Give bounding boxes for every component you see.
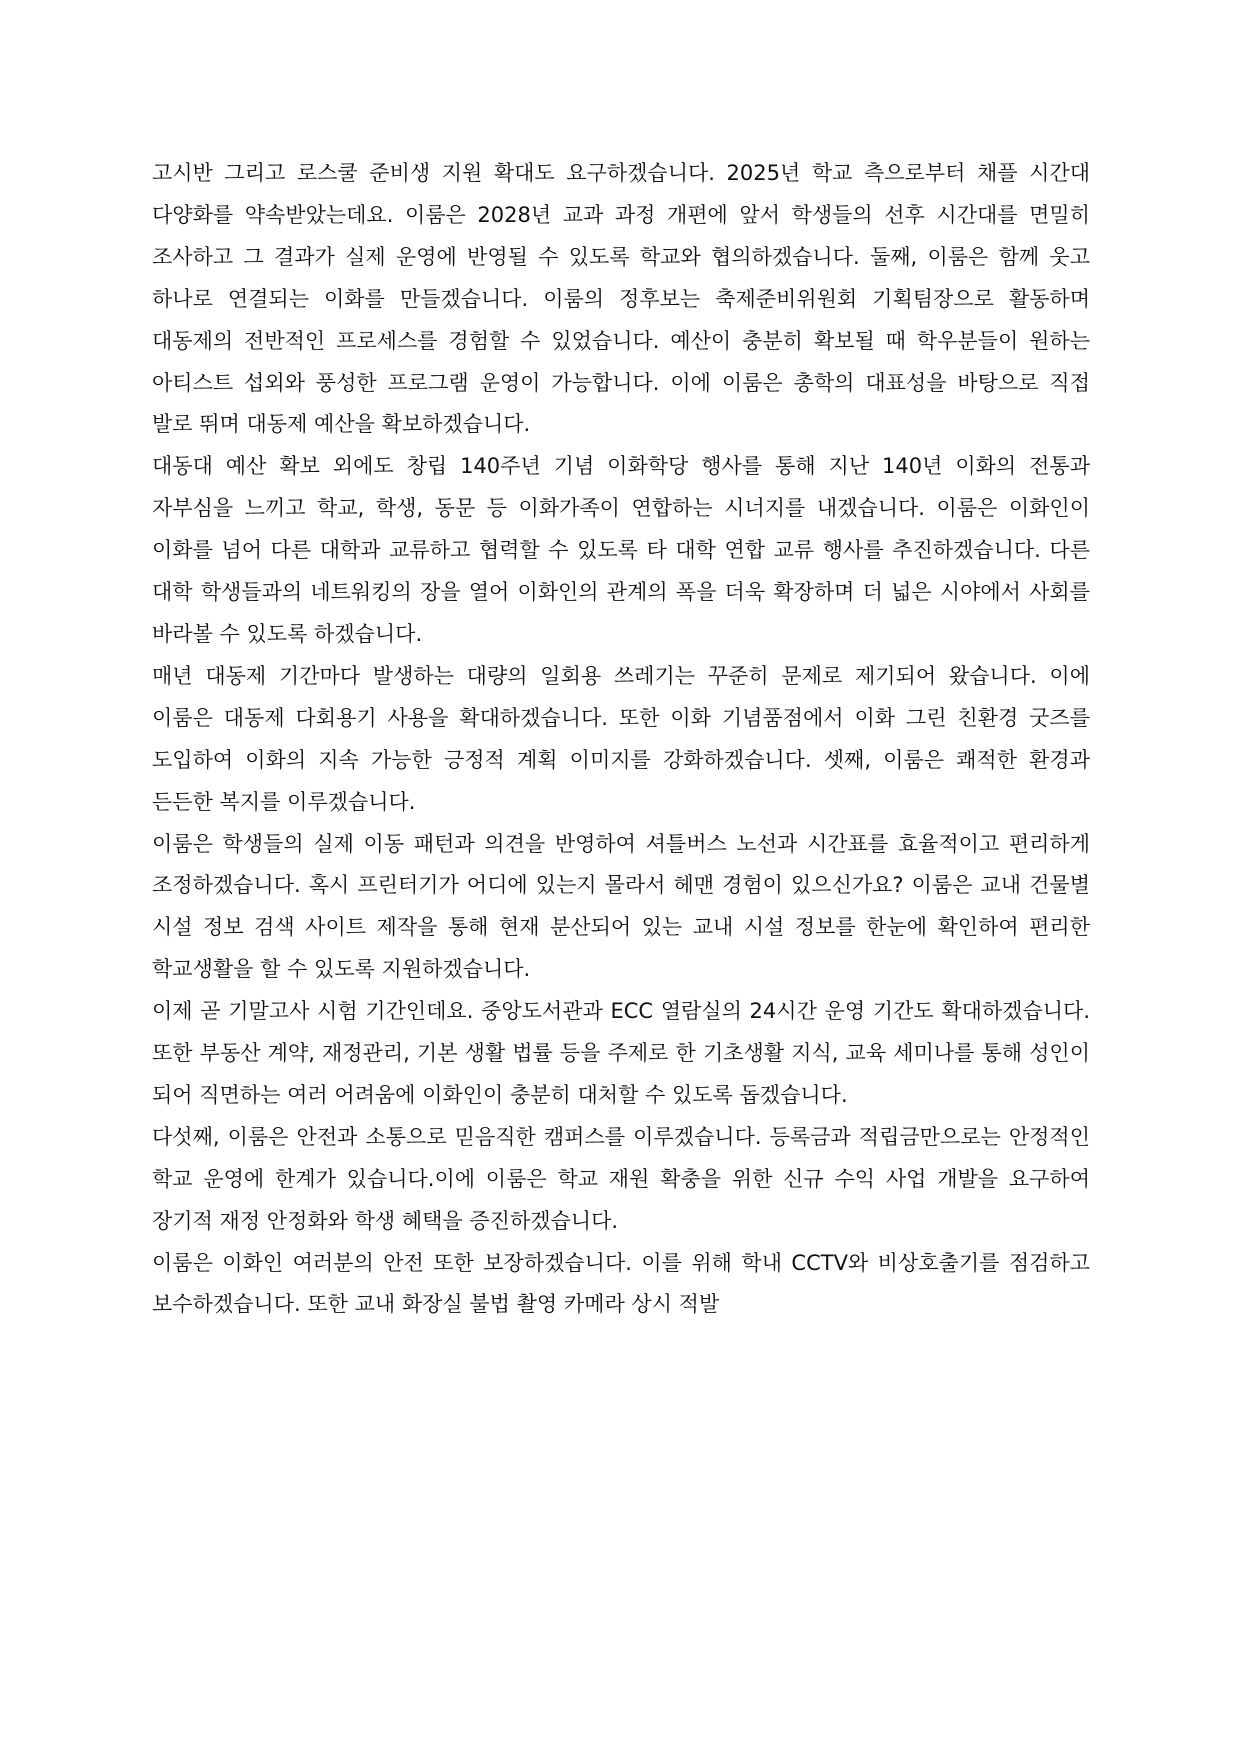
paragraph-2: 대동대 예산 확보 외에도 창립 140주년 기념 이화학당 행사를 통해 지난 140년 이화의 전통과 자부심을 느끼고 학교, 학생, 동문 등 이화가족이 연합하는 시너지를 내겠습니다. 이룸은 이화인이 이화를 넘어 다른 대학과 교류하고 협력할 수 있도록 타 대학 연합 교류 행사를 추진하겠습니다. 다른 대학 학생들과의 네트워킹의 장을 열어 이화인의 관계의 폭을 더욱 확장하며 더 넓은 시야에서 사회를 바라볼 수 있도록 하겠습니다. xyxy=(152,454,1090,646)
body-text xyxy=(152,153,1090,1326)
paragraph-4: 이룸은 학생들의 실제 이동 패턴과 의견을 반영하여 셔틀버스 노선과 시간표를 효율적이고 편리하게 조정하겠습니다. 혹시 프린터기가 어디에 있는지 몰라서 헤맨 경험이 있으신가요? 이룸은 교내 건물별 시설 정보 검색 사이트 제작을 통해 현재 분산되어 있는 교내 시설 정보를 한눈에 확인하여 편리한 학교생활을 할 수 있도록 지원하겠습니다. xyxy=(152,831,1090,982)
paragraph-6: 다섯째, 이룸은 안전과 소통으로 믿음직한 캠퍼스를 이루겠습니다. 등록금과 적립금만으로는 안정적인 학교 운영에 한계가 있습니다.이에 이룸은 학교 재원 확충을 위한 신규 수익 사업 개발을 요구하여 장기적 재정 안정화와 학생 혜택을 증진하겠습니다. xyxy=(152,1124,1090,1233)
paragraph-1: 고시반 그리고 로스쿨 준비생 지원 확대도 요구하겠습니다. 2025년 학교 측으로부터 채플 시간대 다양화를 약속받았는데요. 이룸은 2028년 교과 과정 개편에 앞서 학생들의 선후 시간대를 면밀히 조사하고 그 결과가 실제 운영에 반영될 수 있도록 학교와 협의하겠습니다. 둘째, 이룸은 함께 웃고 하나로 연결되는 이화를 만들겠습니다. 이룸의 정후보는 축제준비위원회 기획팀장으로 활동하며 대동제의 전반적인 프로세스를 경험할 수 있었습니다. 예산이 충분히 확보될 때 학우분들이 원하는 아티스트 섭외와 풍성한 프로그램 운영이 가능합니다. 이에 이룸은 총학의 대표성을 바탕으로 직접 발로 뛰며 대동제 예산을 확보하겠습니다. xyxy=(152,161,1090,437)
paragraph-5: 이제 곧 기말고사 시험 기간인데요. 중앙도서관과 ECC 열람실의 24시간 운영 기간도 확대하겠습니다. 또한 부동산 계약, 재정관리, 기본 생활 법률 등을 주제로 한 기초생활 지식, 교육 세미나를 통해 성인이 되어 직면하는 여러 어려움에 이화인이 충분히 대처할 수 있도록 돕겠습니다. xyxy=(152,999,1090,1107)
paragraph-3: 매년 대동제 기간마다 발생하는 대량의 일회용 쓰레기는 꾸준히 문제로 제기되어 왔습니다. 이에 이룸은 대동제 다회용기 사용을 확대하겠습니다. 또한 이화 기념품점에서 이화 그린 친환경 굿즈를 도입하여 이화의 지속 가능한 긍정적 계획 이미지를 강화하겠습니다. 셋째, 이룸은 쾌적한 환경과 든든한 복지를 이루겠습니다. xyxy=(152,663,1090,814)
paragraph-7: 이룸은 이화인 여러분의 안전 또한 보장하겠습니다. 이를 위해 학내 CCTV와 비상호출기를 점검하고 보수하겠습니다. 또한 교내 화장실 불법 촬영 카메라 상시 적발 xyxy=(152,1250,1090,1317)
